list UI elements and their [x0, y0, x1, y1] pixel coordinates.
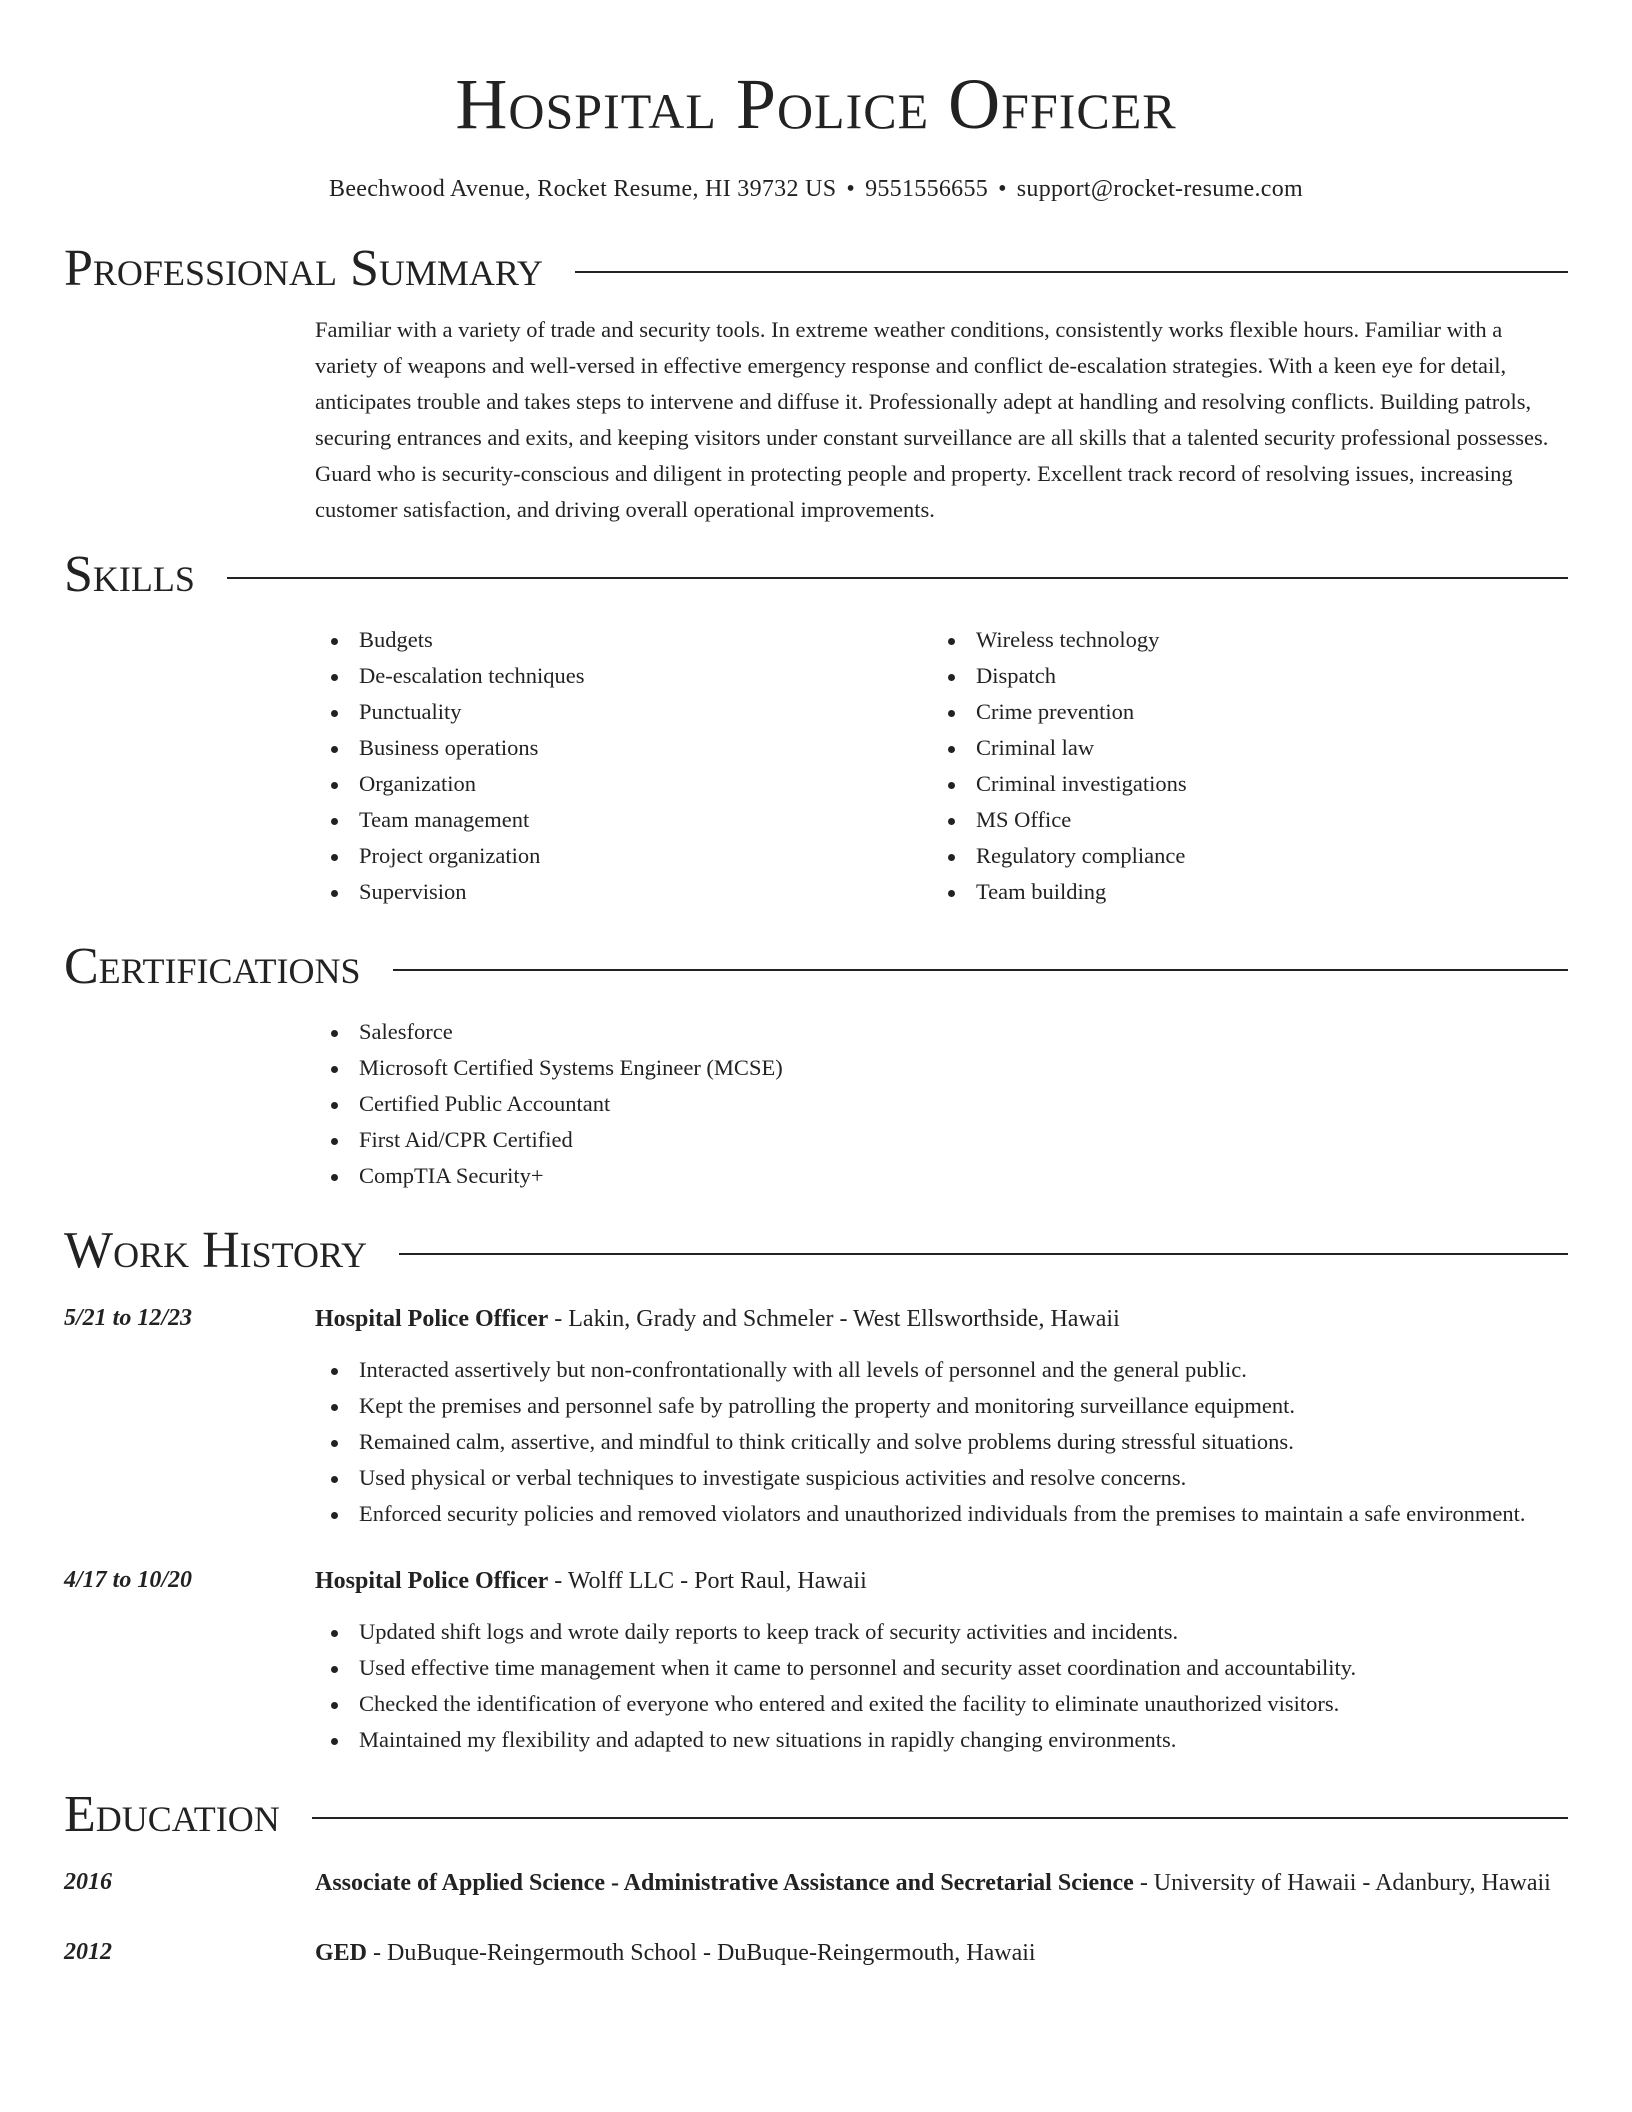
job-role: Hospital Police Officer — [315, 1306, 549, 1332]
section-divider — [575, 271, 1568, 273]
skill-item: Crime prevention — [932, 694, 1549, 730]
skill-item: Regulatory compliance — [932, 838, 1549, 874]
job-duty: Checked the identification of everyone who entered and exited the facility to eliminate unauthorized visitors. — [315, 1686, 1568, 1722]
candidate-name: Hospital Police Officer — [455, 64, 1177, 144]
job-duties — [64, 1614, 1568, 1758]
certification-item: First Aid/CPR Certified — [315, 1122, 1568, 1158]
skill-item: Organization — [315, 766, 932, 802]
job-entry — [64, 1562, 1568, 1758]
job-role: Hospital Police Officer — [315, 1568, 549, 1594]
job-duty: Enforced security policies and removed violators and unauthorized individuals from the premises to maintain a safe environment. — [315, 1496, 1568, 1532]
certification-item: Certified Public Accountant — [315, 1086, 1568, 1122]
job-duty: Kept the premises and personnel safe by patrolling the property and monitoring surveillance equipment. — [315, 1388, 1568, 1424]
job-dates: 4/17 to 10/20 — [64, 1567, 193, 1593]
job-title-line — [315, 1300, 1568, 1338]
skills-column-left — [315, 622, 932, 910]
skill-item: Punctuality — [315, 694, 932, 730]
skill-item: MS Office — [932, 802, 1549, 838]
contact-separator: • — [846, 176, 856, 202]
summary-section-title: Professional Summary — [64, 240, 543, 297]
education-section-header — [64, 1780, 1568, 1850]
skill-item: Team building — [932, 874, 1549, 910]
skill-item: Wireless technology — [932, 622, 1549, 658]
summary-section-header — [64, 234, 1568, 304]
education-section-title: Education — [64, 1786, 280, 1843]
skill-item: Criminal law — [932, 730, 1549, 766]
job-employer: - Lakin, Grady and Schmeler - West Ellsworthside, Hawaii — [548, 1306, 1120, 1332]
skill-item: De-escalation techniques — [315, 658, 932, 694]
job-duty: Updated shift logs and wrote daily reports to keep track of security activities and incidents. — [315, 1614, 1568, 1650]
education-school: - DuBuque-Reingermouth School - DuBuque-Reingermouth, Hawaii — [367, 1940, 1036, 1966]
resume-page — [64, 0, 1568, 2112]
job-duty: Used physical or verbal techniques to investigate suspicious activities and resolve concerns. — [315, 1460, 1568, 1496]
skills-section-title: Skills — [64, 546, 195, 603]
job-body — [315, 1300, 1568, 1532]
education-entry — [64, 1934, 1568, 1972]
education-school: - University of Hawaii - Adanbury, Hawaii — [1133, 1870, 1551, 1896]
contact-email: support@rocket-resume.com — [1016, 176, 1303, 202]
skill-item: Supervision — [315, 874, 932, 910]
education-degree: Associate of Applied Science - Administrative Assistance and Secretarial Science — [315, 1870, 1134, 1896]
work-section-header — [64, 1216, 1568, 1286]
contact-separator: • — [998, 176, 1007, 202]
skill-item: Criminal investigations — [932, 766, 1549, 802]
job-employer: - Wolff LLC - Port Raul, Hawaii — [548, 1568, 867, 1594]
certification-item: Salesforce — [315, 1014, 1568, 1050]
education-year: 2012 — [64, 1939, 112, 1965]
section-divider — [227, 577, 1568, 579]
contact-line — [64, 174, 1568, 204]
job-dates: 5/21 to 12/23 — [64, 1305, 193, 1331]
education-body — [315, 1934, 1568, 1972]
skill-item: Dispatch — [932, 658, 1549, 694]
job-title-line — [315, 1562, 1568, 1600]
job-body — [315, 1562, 1568, 1758]
job-duty: Interacted assertively but non-confrontationally with all levels of personnel and the general public. — [315, 1352, 1568, 1388]
job-duty: Maintained my flexibility and adapted to new situations in rapidly changing environments. — [315, 1722, 1568, 1758]
education-degree: GED — [315, 1940, 368, 1966]
education-entry — [64, 1864, 1568, 1902]
education-year: 2016 — [64, 1869, 112, 1895]
education-title-line — [315, 1934, 1568, 1972]
job-duties — [64, 1352, 1568, 1532]
job-entry — [64, 1300, 1568, 1532]
certification-item: CompTIA Security+ — [315, 1158, 1568, 1194]
certifications-section-title: Certifications — [64, 938, 361, 995]
section-divider — [312, 1817, 1568, 1819]
section-divider — [399, 1253, 1568, 1255]
education-title-line — [315, 1864, 1568, 1902]
contact-phone: 9551556655 — [865, 176, 989, 202]
job-duty: Remained calm, assertive, and mindful to think critically and solve problems during stressful situations. — [315, 1424, 1568, 1460]
contact-address: Beechwood Avenue, Rocket Resume, HI 39732 US — [329, 176, 837, 202]
job-duty: Used effective time management when it came to personnel and security asset coordination and accountability. — [315, 1650, 1568, 1686]
summary-text: Familiar with a variety of trade and security tools. In extreme weather conditions, consistently works flexible hours. Familiar with a variety of weapons and well-versed in effective emergency response and conflict de-escalation strategies. With a keen eye for detail, anticipates trouble and takes steps to intervene and diffuse it. Professionally adept at handling and resolving conflicts. Building patrols, securing entrances and exits, and keeping visitors under constant surveillance are all skills that a talented security professional possesses. Guard who is security-conscious and diligent in protecting people and property. Excellent track record of resolving issues, increasing customer satisfaction, and driving overall operational improvements. — [315, 317, 1549, 522]
skill-item: Budgets — [315, 622, 932, 658]
skills-column-right — [932, 622, 1549, 910]
section-divider — [393, 969, 1568, 971]
skills-section-header — [64, 540, 1568, 610]
skill-item: Project organization — [315, 838, 932, 874]
skill-item: Team management — [315, 802, 932, 838]
certifications-list — [315, 1014, 1568, 1194]
education-body — [315, 1864, 1568, 1902]
skills-list — [315, 622, 1568, 910]
work-section-title: Work History — [64, 1222, 368, 1279]
certification-item: Microsoft Certified Systems Engineer (MCSE) — [315, 1050, 1568, 1086]
skill-item: Business operations — [315, 730, 932, 766]
certifications-section-header — [64, 932, 1568, 1002]
